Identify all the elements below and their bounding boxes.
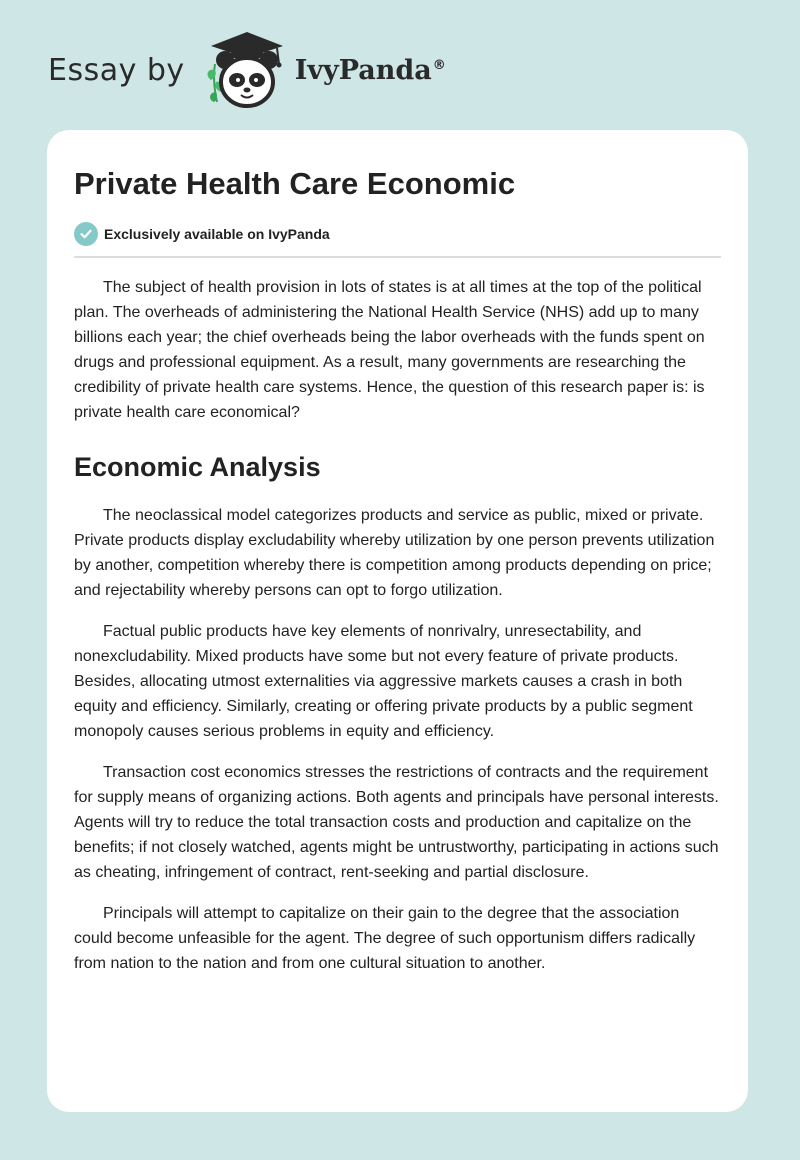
panda-graduate-logo-icon[interactable]: [201, 30, 293, 110]
site-header: [48, 30, 446, 110]
body-paragraph: Principals will attempt to capitalize on their gain to the degree that the association could become unfeasible for the agent. The degree of such opportunism differs radically from nation to the nation and from one cultural situation to another.: [74, 905, 696, 972]
essay-by-label: Essay by: [48, 52, 185, 88]
essay-card: [47, 130, 748, 1112]
registered-mark: ®: [432, 57, 446, 73]
intro-paragraph: The subject of health provision in lots of states is at all times at the top of the political plan. The overheads of administering the National Health Service (NHS) add up to many billions each year; the chief overheads being the labor overheads with the funds spent on drugs and professional equipment. As a result, many governments are researching the credibility of private health care systems. Hence, the question of this research paper is: is private health care economical?: [74, 279, 705, 421]
body-paragraph: Factual public products have key elements of nonrivalry, unresectability, and nonexcludability. Mixed products have some but not every feature of private products. Besides, allocating utmost externalities via aggressive markets causes a crash in both equity and efficiency. Similarly, creating or offering private products by a public segment monopoly causes serious problems in equity and efficiency.: [74, 623, 693, 740]
check-icon: [74, 222, 98, 246]
divider: [74, 256, 721, 258]
section-heading: Economic Analysis: [74, 452, 321, 482]
economic-analysis-section: [74, 449, 721, 976]
page-title: Private Health Care Economic: [74, 166, 516, 201]
exclusive-label: Exclusively available on IvyPanda: [104, 226, 330, 242]
exclusive-badge: [74, 220, 721, 248]
brand-name[interactable]: [295, 55, 446, 86]
body-paragraph: Transaction cost economics stresses the restrictions of contracts and the requirement for supply means of organizing actions. Both agents and principals have personal interests. Agents will try to reduce the total transaction costs and production and capitalize on the benefits; if not closely watched, agents might be untrustworthy, participating in actions such as cheating, infringement of contract, rent-seeking and partial disclosure.: [74, 764, 719, 881]
body-paragraph: The neoclassical model categorizes products and service as public, mixed or private. Private products display excludability whereby utilization by one person prevents utilization by another, competition whereby there is competition among products depending on price; and rejectability whereby persons can opt to forgo utilization.: [74, 507, 715, 599]
brand-name-text: IvyPanda: [294, 54, 432, 86]
